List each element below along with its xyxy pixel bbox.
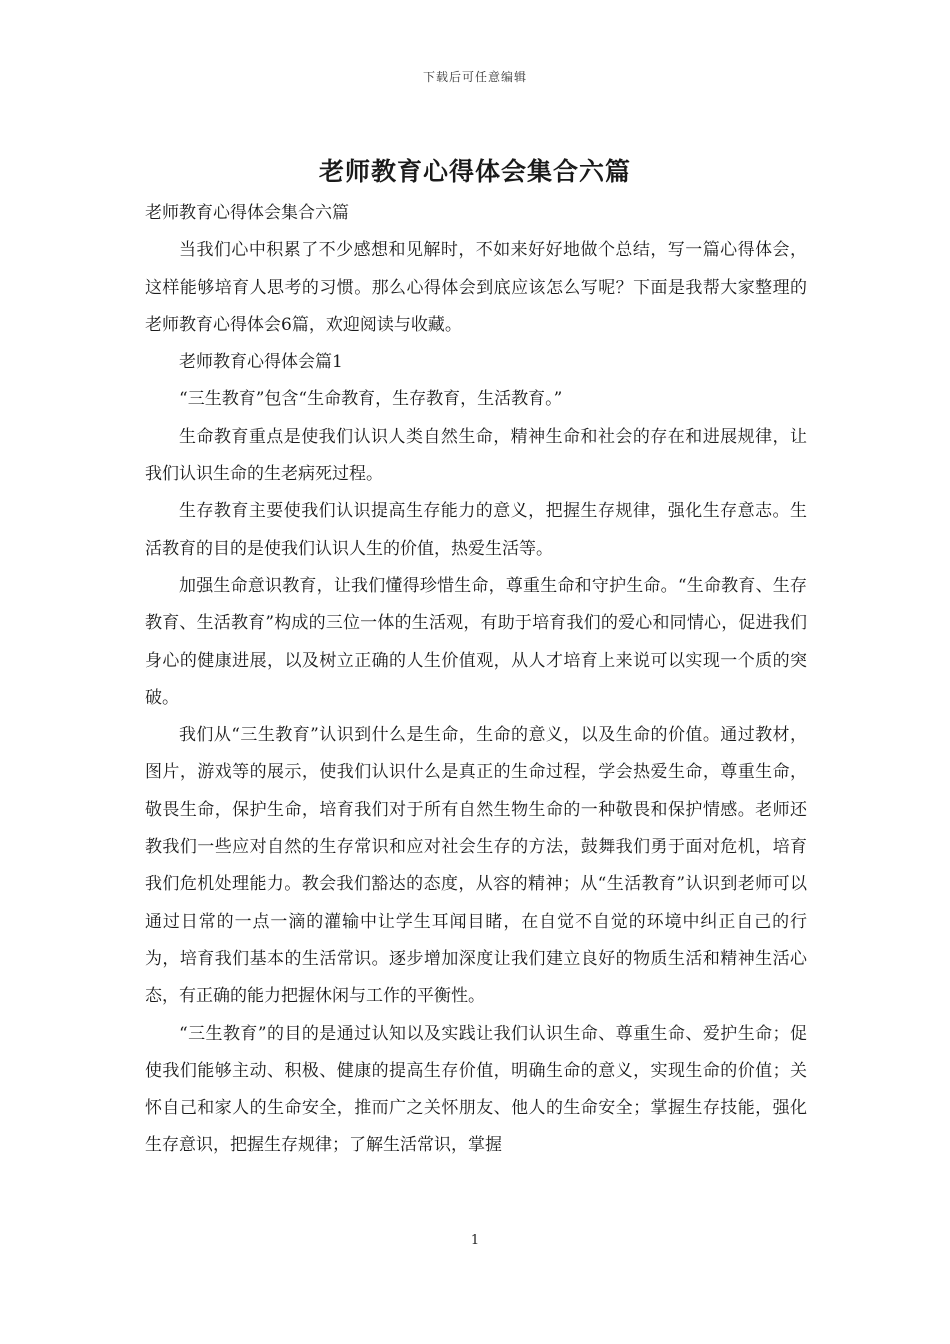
subtitle-paragraph: 老师教育心得体会集合六篇	[145, 203, 349, 223]
document-title: 老师教育心得体会集合六篇	[318, 157, 631, 186]
intro-paragraph: 当我们心中积累了不少感想和见解时，不如来好好地做个总结，写一篇心得体会，这样能够培育人思考的习惯。那么心得体会到底应该怎么写呢？下面是我帮大家整理的老师教育心得体会6篇，欢迎阅读与收藏。	[145, 240, 807, 335]
page-header-note: 下载后可任意编辑	[422, 70, 527, 84]
body-paragraph: 加强生命意识教育，让我们懂得珍惜生命，尊重生命和守护生命。“生命教育、生存教育、生活教育”构成的三位一体的生活观，有助于培育我们的爱心和同情心，促进我们身心的健康进展，以及树立正确的人生价值观，从人才培育上来说可以实现一个质的突破。	[145, 575, 807, 708]
section-heading: 老师教育心得体会篇1	[179, 352, 343, 373]
body-paragraph: “三生教育”包含“生命教育，生存教育，生活教育。”	[179, 389, 563, 410]
body-paragraph: “三生教育”的目的是通过认知以及实践让我们认识生命、尊重生命、爱护生命；促使我们能够主动、积极、健康的提高生存价值，明确生命的意义，实现生命的价值；关怀自己和家人的生命安全，推而广之关怀朋友、他人的生命安全；掌握生存技能，强化生存意识，把握生存规律；了解生活常识，掌握	[145, 1023, 807, 1156]
body-paragraph: 生存教育主要使我们认识提高生存能力的意义，把握生存规律，强化生存意志。生活教育的目的是使我们认识人生的价值，热爱生活等。	[145, 501, 807, 559]
page-number: 1	[470, 1233, 480, 1248]
body-paragraph: 我们从“三生教育”认识到什么是生命，生命的意义，以及生命的价值。通过教材，图片，游戏等的展示，使我们认识什么是真正的生命过程，学会热爱生命，尊重生命，敬畏生命，保护生命，培育我们对于所有自然生物生命的一种敬畏和保护情感。老师还教我们一些应对自然的生存常识和应对社会生存的方法，鼓舞我们勇于面对危机，培育我们危机处理能力。教会我们豁达的态度，从容的精神；从“生活教育”认识到老师可以通过日常的一点一滴的灌输中让学生耳闻目睹，在自觉不自觉的环境中纠正自己的行为，培育我们基本的生活常识。逐步增加深度让我们建立良好的物质生活和精神生活心态，有正确的能力把握休闲与工作的平衡性。	[145, 725, 807, 1007]
body-paragraph: 生命教育重点是使我们认识人类自然生命，精神生命和社会的存在和进展规律，让我们认识生命的生老病死过程。	[145, 426, 807, 485]
document-body	[145, 195, 807, 1165]
